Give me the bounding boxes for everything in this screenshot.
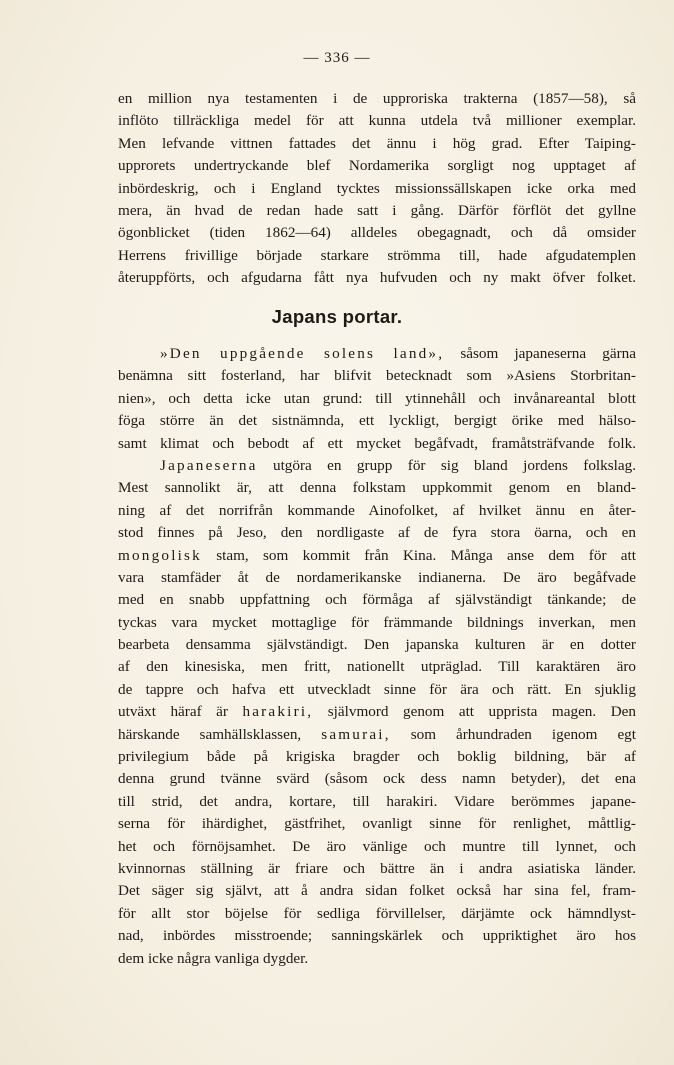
- text-line: [118, 701, 636, 723]
- text-line: med en snabb uppfattning och förmåga af självständigt tänkande; de: [118, 591, 636, 609]
- paragraph-2-and-3: [118, 343, 636, 970]
- text-line: [118, 724, 636, 746]
- page-number: — 336 —: [303, 50, 371, 66]
- text-line: Men lefvande vittnen fattades det ännu i hög grad. Efter Taiping-: [118, 134, 636, 152]
- text-line: för allt stor böjelse för sedliga förvillelser, därjämte ock hämndlyst-: [118, 904, 636, 922]
- text-line: Mest sannolikt är, att denna folkstam uppkommit genom en bland-: [118, 479, 636, 497]
- text-line: benämna sitt fosterland, har blifvit betecknadt som »Asiens Storbritan-: [118, 367, 636, 385]
- text-line: inflöto tillräckliga medel för att kunna utdela två millioner exemplar.: [118, 112, 636, 130]
- text-line: vara stamfäder åt de nordamerikanske indianerna. De äro begåfvade: [118, 568, 636, 586]
- text-fragment: utväxt häraf är: [118, 703, 243, 721]
- text-fragment: självmord genom att upprista magen. Den: [313, 703, 636, 721]
- text-line: samt klimat och bebodt af ett mycket begåfvadt, framåtsträfvande folk.: [118, 434, 636, 452]
- spaced-emphasis: samurai,: [321, 725, 391, 743]
- paragraph-1: [118, 88, 636, 290]
- text-line: kvinnornas ställning är friare och bättre än i andra asiatiska länder.: [118, 859, 636, 877]
- text-fragment: som århundraden igenom egt: [390, 725, 636, 743]
- text-line: de tappre och hafva ett utveckladt sinne för ära och rätt. En sjuklig: [118, 680, 636, 698]
- text-line: tyckas vara mycket mottaglige för främmande bildnings inverkan, men: [118, 613, 636, 631]
- text-line: bearbeta densamma självständigt. Den japanska kulturen är en dotter: [118, 636, 636, 654]
- text-line: inbördeskrig, och i England tycktes missionssällskapen icke orka med: [118, 179, 636, 197]
- text-line: en million nya testamenten i de upproriska trakterna (1857—58), så: [118, 90, 636, 107]
- text-line: [118, 545, 636, 567]
- text-line: mera, än hvad de redan hade satt i gång. Därför förflöt det gyllne: [118, 201, 636, 219]
- spaced-emphasis: Japaneserna: [160, 456, 258, 474]
- text-line: till strid, det andra, kortare, till harakiri. Vidare berömmes japane-: [118, 792, 636, 810]
- section-heading: Japans portar.: [271, 306, 403, 327]
- text-line: Det säger sig självt, att å andra sidan folket också har sina fel, fram-: [118, 882, 636, 900]
- text-line: nien», och detta icke utan grund: till ytinnehåll och invånareantal blott: [118, 389, 636, 407]
- text-line: ning af det norrifrån kommande Ainofolket, af hvilket ännu en åter-: [118, 501, 636, 519]
- text-line: privilegium både på krigiska bragder och boklig bildning, bär af: [118, 748, 636, 766]
- text-line: serna för ihärdighet, gästfrihet, ovanligt sinne för renlighet, måttlig-: [118, 815, 636, 833]
- text-line: stod finnes på Jeso, den nordligaste af de fyra stora öarna, och en: [118, 524, 636, 542]
- text-fragment: såsom japaneserna gärna: [444, 345, 636, 362]
- text-line: upprorets undertryckande blef Nordamerika sorgligt nog upptaget af: [118, 157, 636, 175]
- text-line: ögonblicket (tiden 1862—64) alldeles obegagnadt, och då omsider: [118, 224, 636, 242]
- text-line: het och förnöjsamhet. De äro vänlige och muntre till lynnet, och: [118, 837, 636, 855]
- spaced-emphasis: mongolisk: [118, 546, 202, 564]
- text-line: [118, 455, 636, 477]
- text-line: Herrens frivillige började starkare strömma till, hade afgudatemplen: [118, 246, 636, 264]
- text-line: dem icke några vanliga dygder.: [118, 949, 309, 967]
- text-line: denna grund tvänne svärd (såsom ock dess namn betyder), det ena: [118, 770, 636, 788]
- spaced-emphasis: harakiri,: [242, 703, 314, 721]
- text-line: föga större än det sistnämnda, ett lyckligt, bergigt örike med hälso-: [118, 412, 636, 430]
- text-fragment: härskande samhällsklassen,: [118, 725, 322, 743]
- spaced-emphasis: »Den uppgående solens land»,: [160, 345, 445, 362]
- text-line: nad, inbördes misstroende; sanningskärlek och uppriktighet äro hos: [118, 927, 636, 945]
- text-fragment: utgöra en grupp för sig bland jordens folkslag.: [257, 456, 636, 474]
- text-line: återuppförts, och afgudarna fått nya hufvuden och ny makt öfver folket.: [118, 269, 636, 287]
- text-line: af den kinesiska, men fritt, nationellt utpräglad. Till karaktären äro: [118, 658, 636, 676]
- text-fragment: stam, som kommit från Kina. Många anse dem för att: [201, 546, 636, 564]
- text-line: [118, 343, 636, 365]
